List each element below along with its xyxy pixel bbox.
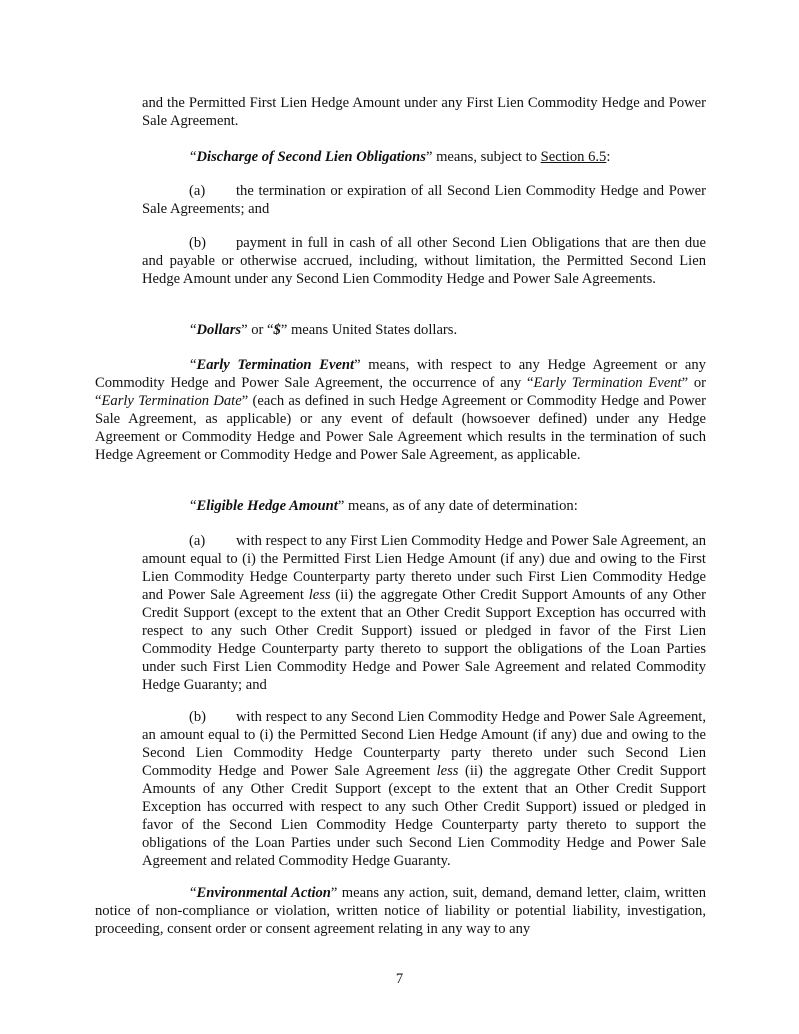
definition-environmental-action xyxy=(95,884,706,938)
definition-text: ” or “ xyxy=(95,375,706,409)
definition-text: ” (each as defined in such Hedge Agreement or Commodity Hedge and Power Sale Agreement, as applicable) or any event of default (howsoever defined) under any Hedge Agreement or Commodity Hedge and Power Sale Agreement which results in the termination of such Hedge Agreement or Commodity Hedge and Power Sale Agreement, as applicable. xyxy=(95,393,706,463)
definition-text: ” means United States dollars. xyxy=(280,322,458,338)
italic-word: less xyxy=(436,763,459,779)
quote-open: “ xyxy=(190,498,197,514)
item-label: (a) xyxy=(189,533,206,549)
item-label: (b) xyxy=(189,709,207,725)
list-item-eligible-b xyxy=(142,708,706,870)
item-text: the termination or expiration of all Second Lien Commodity Hedge and Power Sale Agreements; and xyxy=(142,183,706,217)
definition-discharge-second-lien xyxy=(95,148,706,166)
item-label: (a) xyxy=(189,183,206,199)
defined-term: Eligible Hedge Amount xyxy=(196,498,338,514)
continuation-paragraph: and the Permitted First Lien Hedge Amount under any First Lien Commodity Hedge and Power Sale Agreement. xyxy=(142,95,706,129)
item-text: with respect to any First Lien Commodity Hedge and Power Sale Agreement, an amount equal to (i) the Permitted First Lien Hedge Amount (if any) due and owing to the First Lien Commodity Hedge Counterparty party thereto under such First Lien Commodity Hedge and Power Sale Agreement xyxy=(142,533,706,603)
definition-eligible-hedge-amount xyxy=(95,497,706,515)
definition-early-termination-event xyxy=(95,356,706,464)
list-item-discharge-b xyxy=(142,234,706,288)
quote-close: ” xyxy=(425,149,433,165)
quote-open: “ xyxy=(190,149,197,165)
item-text: (ii) the aggregate Other Credit Support Amounts of any Other Credit Support (except to the extent that an Other Credit Support Exception has occurred with respect to any such Other Credit Support) issued or pledged in favor of the Second Lien Commodity Hedge Counterparty party thereto to support the obligations of the Loan Parties under such Second Lien Commodity Hedge and Power Sale Agreement and related Commodity Hedge Guaranty. xyxy=(142,763,706,869)
quote-open: “ xyxy=(190,357,197,373)
italic-term: Early Termination Date xyxy=(101,393,242,409)
italic-term: Early Termination Event xyxy=(533,375,682,391)
list-item-eligible-a xyxy=(142,532,706,694)
item-text: with respect to any Second Lien Commodity Hedge and Power Sale Agreement, an amount equal to (i) the Permitted Second Lien Hedge Amount (if any) due and owing to the Second Lien Commodity Hedge Counterparty party thereto under such Second Lien Commodity Hedge and Power Sale Agreement xyxy=(142,709,706,779)
defined-term: Discharge of Second Lien Obligations xyxy=(196,149,426,165)
definition-text: means, subject to xyxy=(432,149,541,165)
italic-word: less xyxy=(308,587,331,603)
item-text: payment in full in cash of all other Second Lien Obligations that are then due and payable or otherwise accrued, including, without limitation, the Permitted Second Lien Hedge Amount under any Second Lien Commodity Hedge and Power Sale Agreements. xyxy=(142,235,706,287)
defined-term: $ xyxy=(273,322,281,338)
quote-open: “ xyxy=(190,885,197,901)
definition-text: ” means, with respect to any Hedge Agreement or any Commodity Hedge and Power Sale Agreement, the occurrence of any “ xyxy=(95,357,706,391)
section-reference: Section 6.5 xyxy=(540,149,607,165)
defined-term: Early Termination Event xyxy=(196,357,355,373)
definition-text: ” means any action, suit, demand, demand letter, claim, written notice of non-compliance or violation, written notice of liability or potential liability, investigation, proceeding, consent order or consent agreement relating in any way to any xyxy=(95,885,706,937)
defined-term: Dollars xyxy=(196,322,242,338)
item-label: (b) xyxy=(189,235,207,251)
definition-text: ” means, as of any date of determination: xyxy=(337,498,578,514)
defined-term: Environmental Action xyxy=(196,885,331,901)
definition-text: ” or “ xyxy=(241,322,274,338)
page-number: 7 xyxy=(395,971,404,987)
item-text: (ii) the aggregate Other Credit Support Amounts of any Other Credit Support (except to the extent that an Other Credit Support Exception has occurred with respect to any such Other Credit Support) issued or pledged in favor of the First Lien Commodity Hedge Counterparty party thereto to support the obligations of the Loan Parties under such First Lien Commodity Hedge and Power Sale Agreement and related Commodity Hedge Guaranty; and xyxy=(142,587,707,693)
definition-text: : xyxy=(606,149,611,165)
quote-open: “ xyxy=(190,322,197,338)
definition-dollars xyxy=(95,321,706,339)
list-item-discharge-a xyxy=(142,182,706,218)
